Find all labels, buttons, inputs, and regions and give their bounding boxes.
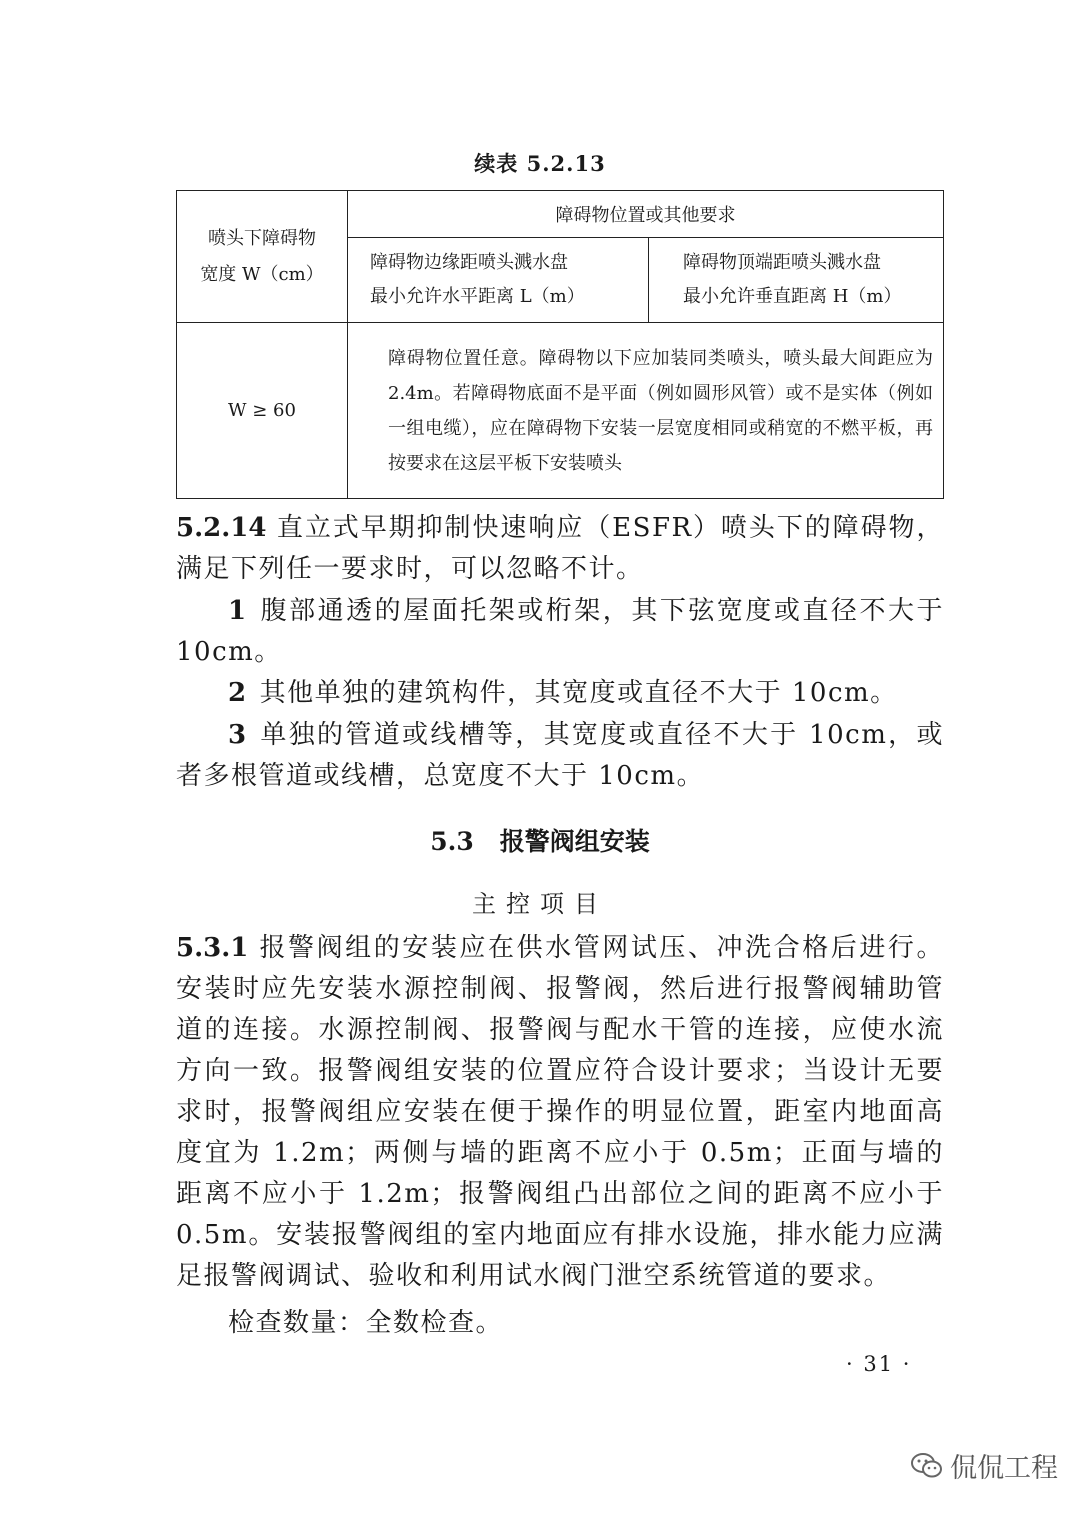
watermark-text: 侃侃工程 (950, 1453, 1058, 1484)
clause-5-3-1 (176, 928, 944, 1297)
clause-5-2-14 (176, 508, 944, 590)
item-number: 2 (228, 678, 248, 708)
clause-text: 直立式早期抑制快速响应（ESFR）喷头下的障碍物，满足下列任一要求时，可以忽略不计。 (176, 513, 944, 584)
clause-number: 5.2.14 (176, 513, 267, 543)
row-note-text: 障碍物位置任意。障碍物以下应加装同类喷头，喷头最大间距应为 2.4m。若障碍物底面不是平面（例如圆形风管）或不是实体（例如一组电缆），应在障碍物下安装一层宽度相同或稍宽的不燃平板，再按要求在这层平板下安装喷头 (388, 347, 933, 474)
table-row (177, 323, 944, 499)
table-caption: 续表 5.2.13 (474, 151, 606, 176)
inspection-quantity: 检查数量：全数检查。 (228, 1308, 504, 1338)
header-vertical-distance (649, 238, 944, 323)
row-note (348, 323, 944, 499)
header-h-line-1: 障碍物顶端距喷头溅水盘 (683, 252, 881, 273)
item-text: 单独的管道或线槽等，其宽度或直径不大于 10cm，或者多根管道或线槽，总宽度不大于 10cm。 (176, 720, 944, 791)
section-number: 5.3 (430, 827, 474, 856)
clause-number: 5.3.1 (176, 933, 249, 963)
section-title (0, 822, 1080, 858)
wechat-icon (910, 1451, 944, 1481)
subheading: 主控项目 (472, 890, 608, 918)
obstruction-table (176, 190, 944, 499)
page-number: · 31 · (846, 1352, 912, 1376)
header-width-line-2: 宽度 W（cm） (200, 263, 324, 285)
section-name: 报警阀组安装 (499, 827, 650, 856)
list-item (176, 673, 944, 714)
row-width-value: W ≥ 60 (177, 323, 348, 499)
header-horizontal-distance (348, 238, 649, 323)
clause-text: 报警阀组的安装应在供水管网试压、冲洗合格后进行。安装时应先安装水源控制阀、报警阀，然后进行报警阀辅助管道的连接。水源控制阀、报警阀与配水干管的连接，应使水流方向一致。报警阀组安装的位置应符合设计要求；当设计无要求时，报警阀组应安装在便于操作的明显位置，距室内地面高度宜为 1.2m；两侧与墙的距离不应小于 0.5m；正面与墙的距离不应小于 1.2m；报警阀组凸出部位之间的距离不应小于 0.5m。安装报警阀组的室内地面应有排水设施，排水能力应满足报警阀调试、验收和利用试水阀门泄空系统管道的要求。 (176, 933, 944, 1291)
header-l-line-2: 最小允许水平距离 L（m） (370, 286, 585, 307)
header-h-line-2: 最小允许垂直距离 H（m） (683, 286, 902, 307)
header-width-line-1: 喷头下障碍物 (208, 227, 316, 249)
item-text: 其他单独的建筑构件，其宽度或直径不大于 10cm。 (259, 678, 898, 708)
item-number: 3 (228, 720, 248, 750)
header-l-line-1: 障碍物边缘距喷头溅水盘 (370, 252, 568, 273)
header-obstruction-width (177, 191, 348, 323)
item-number: 1 (228, 596, 248, 626)
list-item (176, 715, 944, 797)
watermark (910, 1446, 1058, 1485)
item-text: 腹部通透的屋面托架或桁架，其下弦宽度或直径不大于 10cm。 (176, 596, 944, 667)
header-position-requirements: 障碍物位置或其他要求 (348, 191, 944, 238)
list-item (176, 591, 944, 673)
